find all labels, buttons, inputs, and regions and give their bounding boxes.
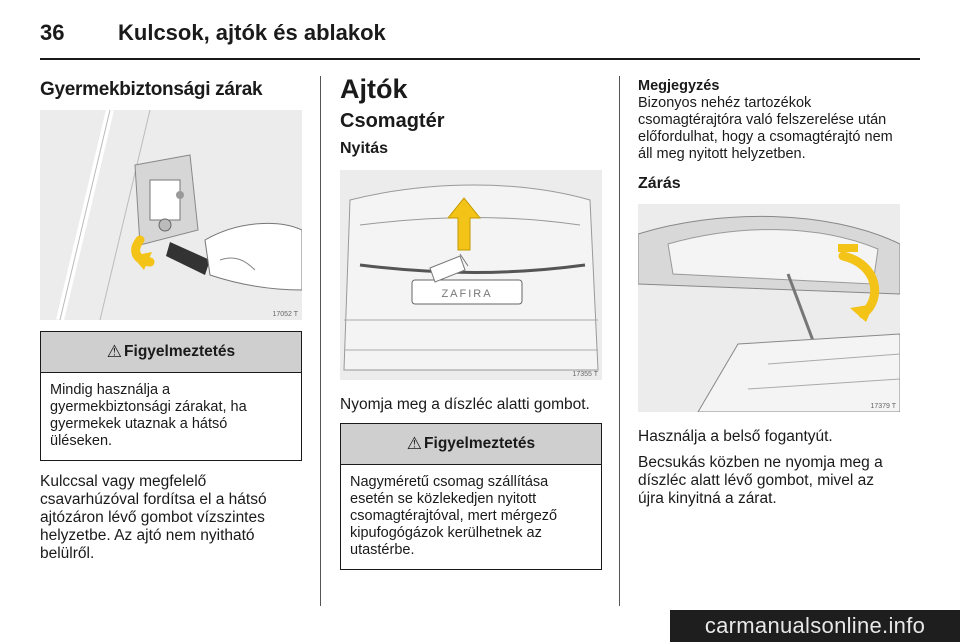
- body-text: Kulccsal vagy megfelelő csavarhúzóval fordítsa el a hátsó ajtózáron lévő gombot vízszintes helyzetbe. Az ajtó nem nyitható belülről.: [40, 473, 267, 562]
- chapter-title: Kulcsok, ajtók és ablakok: [118, 20, 386, 45]
- tailgate-opening-illustration: [340, 170, 602, 380]
- figure-code: 17052 T: [272, 311, 298, 318]
- warning-box: [40, 331, 302, 461]
- note-title: Megjegyzés: [638, 78, 720, 94]
- subsection-title: Csomagtér: [340, 110, 445, 132]
- warning-text: Nagyméretű csomag szállítása esetén se közlekedjen nyitott csomagtérajtóval, mert mérgező kipufogógázok kerülhetnek az utastérbe.: [350, 474, 558, 558]
- opening-title: Nyitás: [340, 140, 389, 157]
- warning-title: Figyelmeztetés: [424, 435, 536, 452]
- open-tailgate-drawing: [638, 204, 900, 412]
- column-notes-closing: [638, 68, 900, 508]
- note-text: Bizonyos nehéz tartozékok csomagtérajtóra való felszerelése után előfordulhat, hogy a csomagtérajtó nem áll meg nyitott helyzetben.: [638, 95, 893, 162]
- warning-icon: ⚠: [406, 434, 423, 453]
- column-divider: [619, 76, 620, 606]
- warning-icon: ⚠: [106, 342, 123, 361]
- door-lock-drawing: [40, 110, 302, 320]
- column-child-locks: [40, 68, 302, 563]
- warning-header: [41, 332, 301, 373]
- section-title: Ajtók: [340, 74, 408, 104]
- page-header: [40, 18, 920, 58]
- section-title: Gyermekbiztonsági zárak: [40, 79, 263, 100]
- watermark-banner: carmanualsonline.info: [670, 610, 960, 642]
- column-doors: [340, 68, 602, 570]
- body-text: Becsukás közben ne nyomja meg a díszléc alatt lévő gombot, mivel az újra kinyitná a zárat.: [638, 454, 883, 507]
- license-plate-text: ZAFIRA: [441, 288, 493, 300]
- closing-title: Zárás: [638, 175, 681, 192]
- body-text: Nyomja meg a díszléc alatti gombot.: [340, 396, 590, 413]
- figure-code: 17355 T: [572, 371, 598, 378]
- warning-header: [341, 424, 601, 465]
- header-rule: [40, 58, 920, 60]
- column-divider: [320, 76, 321, 606]
- tailgate-closing-illustration: [638, 204, 900, 412]
- warning-title: Figyelmeztetés: [124, 343, 236, 360]
- tailgate-rear-drawing: [340, 170, 602, 380]
- note-block: [638, 78, 900, 163]
- warning-box: [340, 423, 602, 570]
- figure-code: 17379 T: [870, 403, 896, 410]
- child-lock-illustration: [40, 110, 302, 320]
- page-number: 36: [40, 20, 65, 45]
- body-text: Használja a belső fogantyút.: [638, 428, 833, 445]
- warning-text: Mindig használja a gyermekbiztonsági zárakat, ha gyermekek utaznak a hátsó üléseken.: [50, 382, 247, 449]
